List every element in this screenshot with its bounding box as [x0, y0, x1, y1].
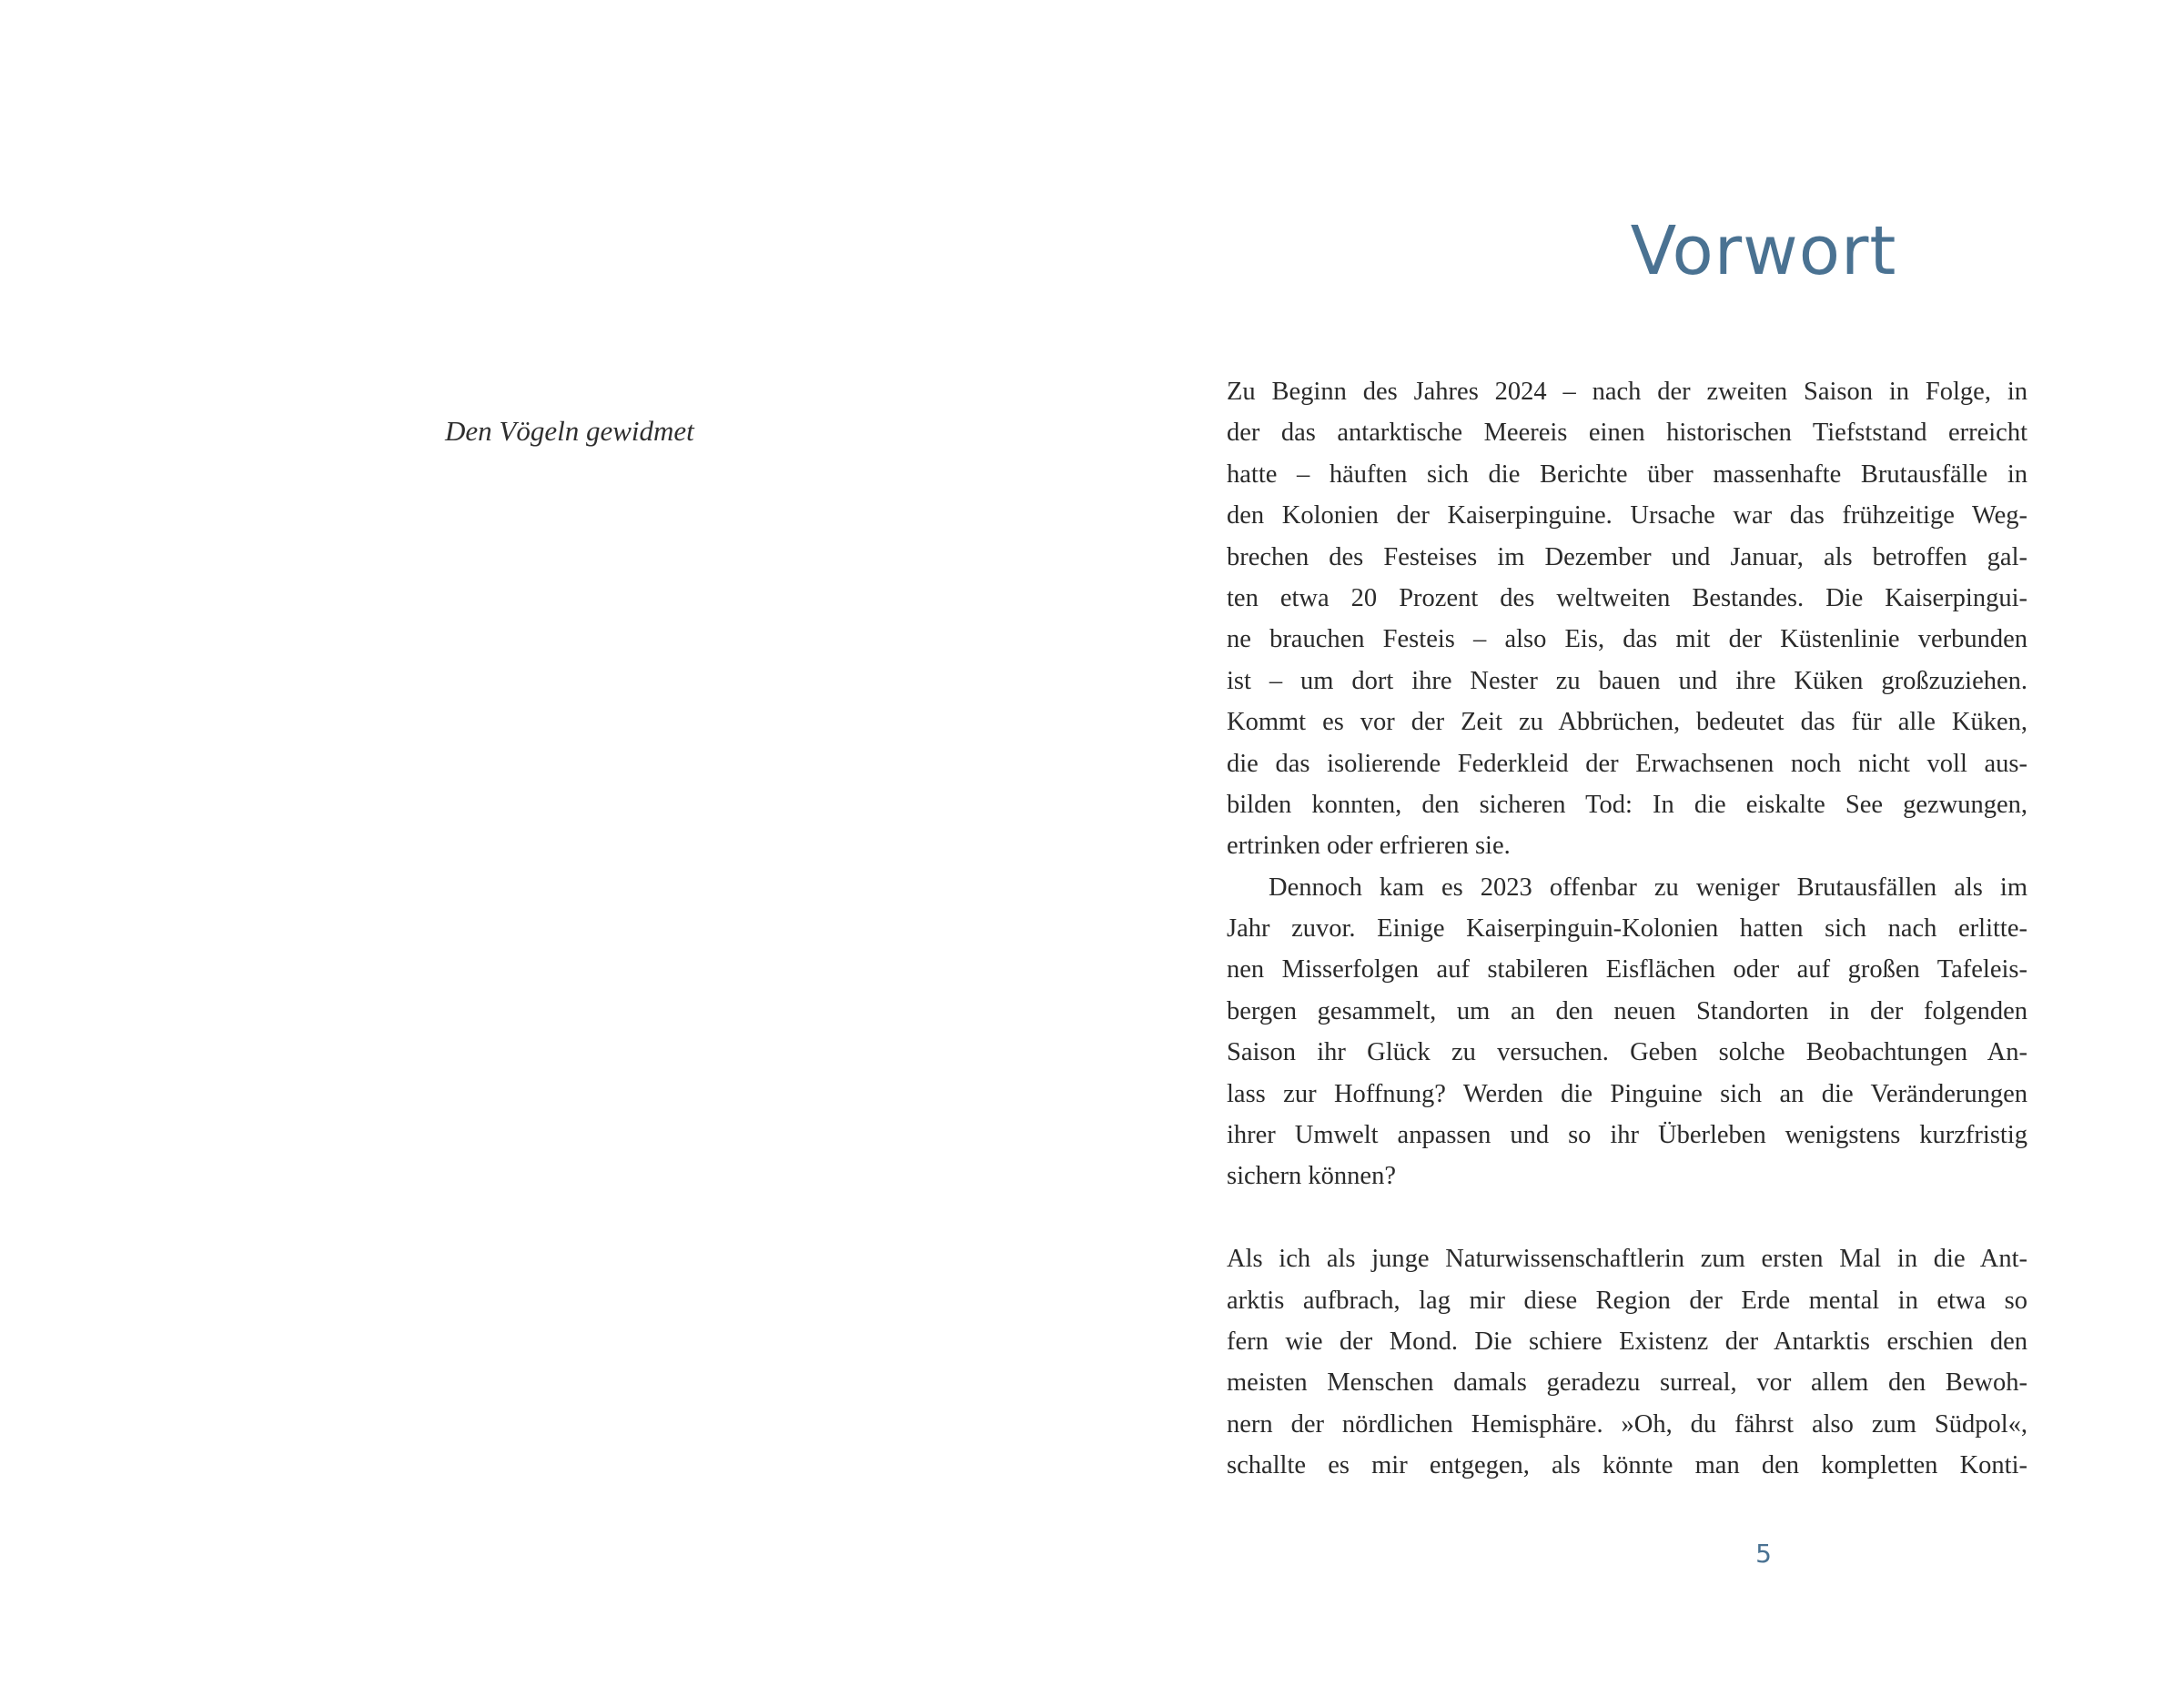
- text-line: bergen gesammelt, um an den neuen Standorten in der folgenden: [1227, 996, 2027, 1025]
- text-line: ten etwa 20 Prozent des weltweiten Bestandes. Die Kaiserpingui-: [1227, 583, 2027, 612]
- text-line: den Kolonien der Kaiserpinguine. Ursache war das frühzeitige Weg-: [1227, 501, 2027, 530]
- text-line: fern wie der Mond. Die schiere Existenz der Antarktis erschien den: [1227, 1327, 2027, 1356]
- right-page: [1092, 0, 2184, 1686]
- text-line: brechen des Festeises im Dezember und Januar, als betroffen gal-: [1227, 542, 2027, 571]
- text-line: Jahr zuvor. Einige Kaiserpinguin-Kolonien hatten sich nach erlitte-: [1227, 914, 2027, 944]
- text-line: schallte es mir entgegen, als könnte man den kompletten Konti-: [1227, 1451, 2027, 1480]
- text-line: hatte – häuften sich die Berichte über massenhafte Brutausfälle in: [1227, 459, 2027, 489]
- paragraph-1: [1227, 371, 2027, 867]
- paragraph-3: [1227, 1238, 2027, 1486]
- text-line: ertrinken oder erfrieren sie.: [1227, 832, 1511, 861]
- chapter-title: Vorwort: [1630, 212, 1897, 290]
- text-line: lass zur Hoffnung? Werden die Pinguine sich an die Veränderungen: [1227, 1079, 2027, 1108]
- text-line: nern der nördlichen Hemisphäre. »Oh, du fährst also zum Südpol«,: [1227, 1409, 2027, 1439]
- text-line: arktis aufbrach, lag mir diese Region der Erde mental in etwa so: [1227, 1286, 2027, 1315]
- text-line: der das antarktische Meereis einen historischen Tiefststand erreicht: [1227, 419, 2027, 448]
- paragraph-2: [1227, 867, 2027, 1197]
- body-text: [1227, 371, 2027, 1487]
- text-line: ihrer Umwelt anpassen und so ihr Überleben wenigstens kurzfristig: [1227, 1121, 2027, 1150]
- text-line: Dennoch kam es 2023 offenbar zu weniger Brutausfällen als im: [1269, 873, 2027, 902]
- text-line: bilden konnten, den sicheren Tod: In die eiskalte See gezwungen,: [1227, 790, 2027, 819]
- text-line: Saison ihr Glück zu versuchen. Geben solche Beobachtungen An-: [1227, 1038, 2027, 1067]
- text-line: Zu Beginn des Jahres 2024 – nach der zweiten Saison in Folge, in: [1227, 378, 2027, 406]
- dedication-text: Den Vögeln gewidmet: [445, 415, 694, 447]
- text-line: nen Misserfolgen auf stabileren Eisflächen oder auf großen Tafeleis-: [1227, 955, 2027, 984]
- text-line: ist – um dort ihre Nester zu bauen und ihre Küken großzuziehen.: [1227, 666, 2027, 695]
- text-line: meisten Menschen damals geradezu surreal, vor allem den Bewoh-: [1227, 1368, 2027, 1398]
- text-line: ne brauchen Festeis – also Eis, das mit der Küstenlinie verbunden: [1227, 625, 2027, 654]
- page-number: 5: [1755, 1539, 1772, 1569]
- section-break: [1227, 1197, 2027, 1238]
- text-line: Als ich als junge Naturwissenschaftlerin zum ersten Mal in die Ant-: [1227, 1245, 2027, 1274]
- text-line: die das isolierende Federkleid der Erwachsenen noch nicht voll aus-: [1227, 749, 2027, 778]
- text-line: Kommt es vor der Zeit zu Abbrüchen, bedeutet das für alle Küken,: [1227, 708, 2027, 737]
- text-line: sichern können?: [1227, 1162, 1396, 1191]
